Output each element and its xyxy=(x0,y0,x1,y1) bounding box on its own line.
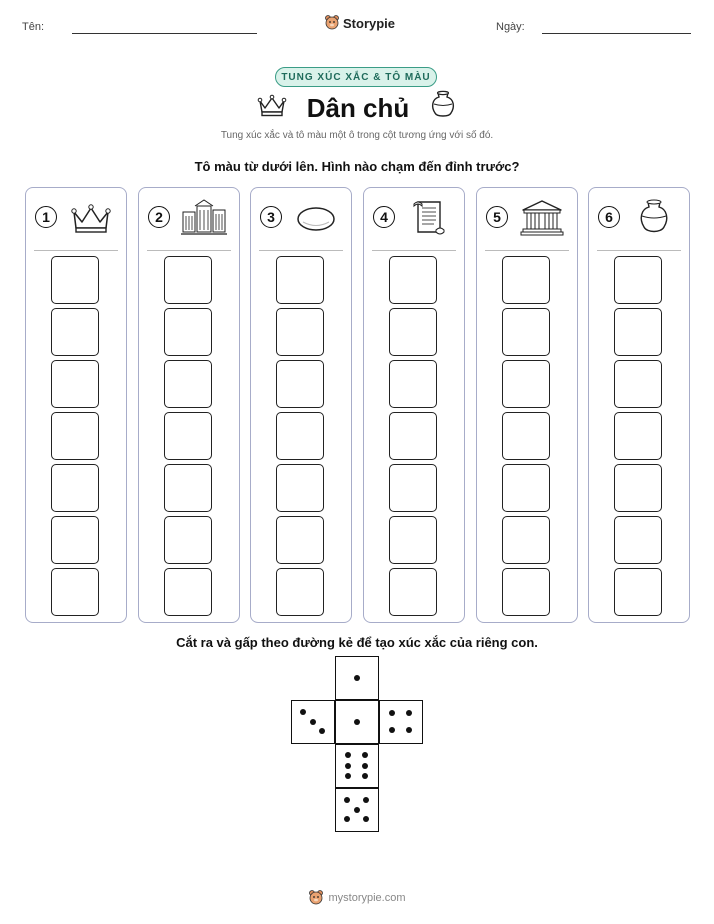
page-title xyxy=(0,90,714,127)
crown-icon xyxy=(66,198,116,238)
color-box[interactable] xyxy=(502,256,550,304)
color-box[interactable] xyxy=(164,360,212,408)
color-box[interactable] xyxy=(502,516,550,564)
color-box[interactable] xyxy=(276,308,324,356)
column-header xyxy=(26,188,126,250)
dice-pip xyxy=(363,816,369,822)
color-box[interactable] xyxy=(51,516,99,564)
cut-instruction: Cắt ra và gấp theo đường kẻ để tạo xúc xắc của riêng con. xyxy=(176,635,538,650)
dice-face-4 xyxy=(379,700,423,744)
column-number: 2 xyxy=(148,206,170,228)
color-box[interactable] xyxy=(276,464,324,512)
color-box[interactable] xyxy=(164,516,212,564)
dice-face-3 xyxy=(291,700,335,744)
name-label: Tên: xyxy=(22,21,45,33)
color-box[interactable] xyxy=(51,256,99,304)
color-box[interactable] xyxy=(164,568,212,616)
color-box[interactable] xyxy=(51,464,99,512)
dice-pip xyxy=(389,727,395,733)
color-box[interactable] xyxy=(502,360,550,408)
column-divider xyxy=(259,250,343,251)
greek-temple-icon xyxy=(517,198,567,238)
dice-pip xyxy=(362,752,368,758)
color-box[interactable] xyxy=(614,360,662,408)
color-box[interactable] xyxy=(276,412,324,460)
column-header xyxy=(364,188,464,250)
color-box[interactable] xyxy=(276,516,324,564)
dice-pip xyxy=(354,675,360,681)
dice-column-2 xyxy=(138,187,240,623)
activity-badge: TUNG XÚC XẮC & TÔ MÀU xyxy=(275,67,437,87)
column-divider xyxy=(147,250,231,251)
color-box[interactable] xyxy=(389,464,437,512)
color-box[interactable] xyxy=(502,568,550,616)
stone-icon xyxy=(291,198,341,238)
column-number: 3 xyxy=(260,206,282,228)
dice-column-4 xyxy=(363,187,465,623)
color-box[interactable] xyxy=(276,256,324,304)
dice-face-6 xyxy=(335,744,379,788)
clay-pot-icon xyxy=(629,198,679,238)
question: Tô màu từ dưới lên. Hình nào chạm đến đỉnh trước? xyxy=(194,159,520,174)
color-box[interactable] xyxy=(51,360,99,408)
footer xyxy=(0,889,714,907)
dice-pip xyxy=(362,773,368,779)
brand-logo xyxy=(324,14,395,32)
column-divider xyxy=(597,250,681,251)
dice-face-1 xyxy=(335,700,379,744)
column-header xyxy=(251,188,351,250)
column-number: 5 xyxy=(486,206,508,228)
dice-pip xyxy=(406,727,412,733)
dice-pip xyxy=(319,728,325,734)
crown-icon xyxy=(257,93,287,124)
color-box[interactable] xyxy=(164,464,212,512)
dice-pip xyxy=(389,710,395,716)
date-line[interactable] xyxy=(542,33,691,34)
color-box[interactable] xyxy=(164,308,212,356)
dice-face-5 xyxy=(335,788,379,832)
footer-site[interactable]: mystorypie.com xyxy=(328,892,406,904)
bear-mascot-icon xyxy=(324,14,340,32)
column-divider xyxy=(372,250,456,251)
dice-pip xyxy=(362,763,368,769)
dice-pip xyxy=(345,773,351,779)
column-divider xyxy=(34,250,118,251)
column-header xyxy=(139,188,239,250)
dice-column-6 xyxy=(588,187,690,623)
column-header xyxy=(589,188,689,250)
dice-pip xyxy=(344,816,350,822)
column-number: 4 xyxy=(373,206,395,228)
dice-column-5 xyxy=(476,187,578,623)
town-buildings-icon xyxy=(179,198,229,238)
column-number: 1 xyxy=(35,206,57,228)
dice-pip xyxy=(354,807,360,813)
color-box[interactable] xyxy=(614,568,662,616)
column-header xyxy=(477,188,577,250)
color-box[interactable] xyxy=(51,412,99,460)
dice-pip xyxy=(345,763,351,769)
dice-pip xyxy=(363,797,369,803)
color-box[interactable] xyxy=(164,256,212,304)
color-box[interactable] xyxy=(389,360,437,408)
bear-mascot-icon xyxy=(308,889,324,907)
color-box[interactable] xyxy=(614,412,662,460)
color-box[interactable] xyxy=(276,568,324,616)
color-box[interactable] xyxy=(502,464,550,512)
name-line[interactable] xyxy=(72,33,257,34)
color-box[interactable] xyxy=(614,516,662,564)
instructions: Tung xúc xắc và tô màu một ô trong cột tương ứng với số đó. xyxy=(220,130,494,141)
title-text: Dân chủ xyxy=(306,93,410,123)
date-label: Ngày: xyxy=(496,21,525,33)
dice-pip xyxy=(310,719,316,725)
dice-face-1 xyxy=(335,656,379,700)
color-box[interactable] xyxy=(389,568,437,616)
brand-name: Storypie xyxy=(343,15,396,31)
color-box[interactable] xyxy=(389,256,437,304)
dice-column-1 xyxy=(25,187,127,623)
color-box[interactable] xyxy=(51,308,99,356)
clay-pot-icon xyxy=(429,90,457,127)
dice-pip xyxy=(344,797,350,803)
dice-pip xyxy=(406,710,412,716)
dice-pip xyxy=(300,709,306,715)
color-box[interactable] xyxy=(614,256,662,304)
dice-pip xyxy=(354,719,360,725)
dice-column-3 xyxy=(250,187,352,623)
color-box[interactable] xyxy=(276,360,324,408)
color-box[interactable] xyxy=(164,412,212,460)
color-box[interactable] xyxy=(389,412,437,460)
column-number: 6 xyxy=(598,206,620,228)
color-box[interactable] xyxy=(389,516,437,564)
dice-pip xyxy=(345,752,351,758)
color-box[interactable] xyxy=(51,568,99,616)
color-box[interactable] xyxy=(614,308,662,356)
scroll-icon xyxy=(404,198,454,238)
color-box[interactable] xyxy=(614,464,662,512)
color-box[interactable] xyxy=(502,308,550,356)
color-box[interactable] xyxy=(502,412,550,460)
color-box[interactable] xyxy=(389,308,437,356)
column-divider xyxy=(485,250,569,251)
